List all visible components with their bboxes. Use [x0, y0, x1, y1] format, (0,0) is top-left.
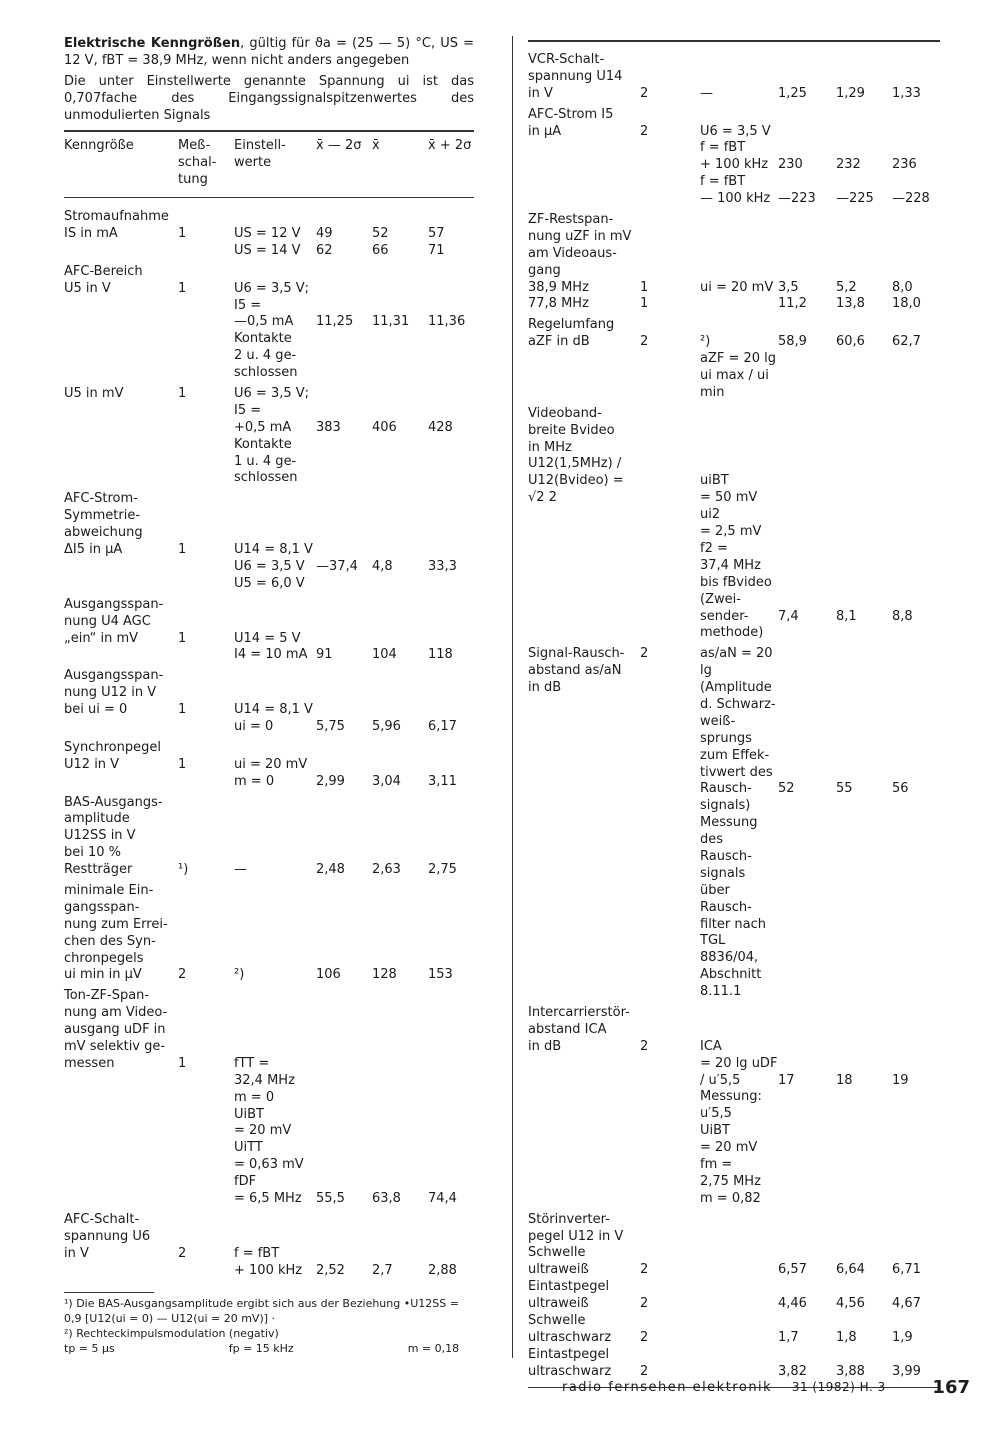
cell-kenngroesse: Ton-ZF-Span- nung am Video- ausgang uDF in mV selektiv ge- messen — [64, 988, 168, 1071]
column-divider — [512, 36, 513, 1358]
cell-messschaltung: 2 — [640, 123, 649, 139]
cell-einstellwerte: U14 = 8,1 V ui = 0 — [234, 702, 313, 734]
cell-kenngroesse: AFC-Schalt- spannung U6 in V — [64, 1211, 151, 1261]
cell-plus-2sigma: 57 71 — [428, 226, 445, 258]
cell-minus-2sigma: 11,25 — [316, 314, 354, 330]
cell-messschaltung: 1 — [178, 702, 187, 718]
footnote-rule — [64, 1292, 154, 1293]
cell-einstellwerte: ICA = 20 lg uDF / u′5,5 Messung: u′5,5 UiBT = 20 mV fm = 2,75 MHz m = 0,82 — [700, 1038, 778, 1206]
cell-plus-2sigma: 118 — [428, 647, 453, 663]
cell-plus-2sigma: 153 — [428, 967, 453, 983]
cell-plus-2sigma: 236 —228 — [892, 157, 930, 207]
right-column — [528, 36, 940, 1388]
cell-mean: 3,04 — [372, 773, 401, 789]
header-rule — [64, 197, 474, 205]
cell-mean: 11,31 — [372, 314, 410, 330]
table-row — [64, 382, 474, 487]
footnote-2: ²) Rechteckimpulsmodulation (negativ) — [64, 1326, 279, 1340]
cell-kenngroesse: minimale Ein- gangsspan- nung zum Errei- chen des Syn- chronpegels ui min in μV — [64, 882, 168, 983]
cell-mean: 18 — [836, 1072, 853, 1088]
cell-messschaltung: 1 — [178, 542, 187, 558]
footnote-tp: tp = 5 μs — [64, 1341, 115, 1355]
cell-messschaltung: 2 — [640, 1038, 649, 1054]
section-title: Elektrische Kenngrößen — [64, 36, 241, 51]
cell-einstellwerte: U6 = 3,5 V; I5 = —0,5 mA Kontakte 2 u. 4 ge- schlossen — [234, 280, 310, 381]
header-messschaltung: Meß- schal- tung — [178, 137, 217, 187]
cell-plus-2sigma: 3,11 — [428, 773, 457, 789]
cell-plus-2sigma: 8,0 18,0 — [892, 279, 921, 312]
cell-mean: 232 —225 — [836, 157, 874, 207]
cell-mean: 8,1 — [836, 608, 857, 624]
cell-kenngroesse: Stromaufnahme IS in mA — [64, 209, 169, 242]
cell-mean: 63,8 — [372, 1191, 401, 1206]
cell-messschaltung: 1 — [178, 226, 187, 242]
magazine-name: radio fernsehen elektronik — [562, 1380, 773, 1395]
cell-einstellwerte: ²) aZF = 20 lg ui max / ui min — [700, 334, 777, 400]
left-column — [64, 36, 474, 1279]
cell-minus-2sigma: 6,57 4,46 1,7 3,82 — [778, 1262, 807, 1379]
footnotes — [64, 1292, 474, 1356]
table-row — [528, 1001, 940, 1208]
cell-messschaltung: 2 — [640, 85, 649, 101]
cell-minus-2sigma: 55,5 — [316, 1191, 345, 1206]
cell-mean: 406 — [372, 419, 397, 435]
cell-minus-2sigma: 91 — [316, 647, 333, 663]
cell-kenngroesse: VCR-Schalt- spannung U14 in V — [528, 52, 623, 101]
spec-table-left — [64, 138, 474, 1280]
cell-mean: 5,2 13,8 — [836, 279, 865, 312]
cell-mean: 60,6 — [836, 334, 865, 350]
table-row — [64, 879, 474, 984]
cell-messschaltung: ¹) — [178, 862, 189, 878]
cell-kenngroesse: Störinverter- pegel U12 in V Schwelle ultraweiß Eintastpegel ultraweiß Schwelle ultraschwarz Eintastpegel ultraschwarz — [528, 1211, 624, 1379]
cell-messschaltung: 1 — [178, 1055, 187, 1071]
table-row — [64, 487, 474, 592]
cell-minus-2sigma: 52 — [778, 781, 795, 797]
cell-plus-2sigma: 8,8 — [892, 608, 913, 624]
table-row — [64, 664, 474, 736]
cell-plus-2sigma: 19 — [892, 1072, 909, 1088]
cell-minus-2sigma: 383 — [316, 419, 341, 435]
intro-paragraph — [64, 36, 474, 70]
table-row — [64, 205, 474, 260]
cell-einstellwerte: ui = 20 mV m = 0 — [234, 756, 308, 789]
cell-minus-2sigma: 7,4 — [778, 608, 799, 624]
cell-mean: 104 — [372, 647, 397, 663]
cell-kenngroesse: Regelumfang aZF in dB — [528, 317, 615, 350]
cell-einstellwerte: fTT = 32,4 MHz m = 0 UiBT = 20 mV UiTT = 0,63 mV fDF = 6,5 MHz — [234, 1055, 304, 1206]
table-row — [528, 208, 940, 313]
cell-mean: 5,96 — [372, 718, 401, 734]
cell-plus-2sigma: 2,75 — [428, 862, 457, 878]
header-einstellwerte: Einstell- werte — [234, 137, 286, 170]
cell-plus-2sigma: 6,17 — [428, 718, 457, 734]
cell-einstellwerte: U6 = 3,5 V f = fBT + 100 kHz f = fBT — 100 kHz — [700, 123, 771, 207]
cell-messschaltung: 2 2 2 2 — [640, 1262, 649, 1379]
cell-einstellwerte: U6 = 3,5 V; I5 = +0,5 mA Kontakte 1 u. 4 ge- schlossen — [234, 386, 310, 486]
cell-einstellwerte: uiBT = 50 mV ui2 = 2,5 mV f2 = 37,4 MHz bis fBvideo (Zwei- sender- methode) — [700, 473, 772, 641]
cell-plus-2sigma: 1,33 — [892, 85, 921, 101]
table-row — [64, 593, 474, 665]
cell-kenngroesse: ZF-Restspan- nung uZF in mV am Videoaus- gang 38,9 MHz 77,8 MHz — [528, 212, 632, 312]
cell-messschaltung — [640, 402, 700, 642]
cell-mean: 55 — [836, 781, 853, 797]
cell-minus-2sigma: 2,52 — [316, 1262, 345, 1278]
table-row — [528, 1208, 940, 1381]
cell-messschaltung: 1 — [178, 756, 187, 772]
cell-einstellwerte: — — [700, 85, 713, 101]
header-rule-top — [64, 130, 474, 132]
cell-kenngroesse: AFC-Bereich U5 in V — [64, 263, 143, 296]
issue-number: 31 (1982) H. 3 — [791, 1380, 886, 1394]
footnote-1: ¹) Die BAS-Ausgangsamplitude ergibt sich aus der Beziehung •U12SS = 0,9 [U12(ui = 0) — U12(ui = 20 mV)] · — [64, 1297, 459, 1325]
footnote-fp: fp = 15 kHz — [228, 1341, 294, 1355]
cell-minus-2sigma: 17 — [778, 1072, 795, 1088]
cell-einstellwerte — [700, 1208, 778, 1381]
cell-plus-2sigma: 6,71 4,67 1,9 3,99 — [892, 1262, 921, 1379]
cell-plus-2sigma: 62,7 — [892, 334, 921, 350]
cell-einstellwerte: U14 = 5 V I4 = 10 mA — [234, 630, 308, 663]
cell-minus-2sigma: 58,9 — [778, 334, 807, 350]
footnote-params — [64, 1342, 474, 1357]
cell-messschaltung: 1 — [178, 280, 187, 296]
table-row — [528, 642, 940, 1001]
table-row — [64, 984, 474, 1208]
footnote-m: m = 0,18 — [407, 1341, 460, 1355]
cell-kenngroesse: Videoband- breite Bvideo in MHz U12(1,5MHz) / U12(Bvideo) = √2 2 — [528, 405, 624, 506]
table-row — [64, 1208, 474, 1280]
table-row — [64, 260, 474, 382]
cell-minus-2sigma: 1,25 — [778, 85, 807, 101]
table-row — [528, 313, 940, 401]
header-kenngroesse: Kenngröße — [64, 137, 134, 153]
cell-einstellwerte: — — [234, 862, 247, 878]
cell-kenngroesse: Synchronpegel U12 in V — [64, 739, 161, 772]
cell-plus-2sigma: 56 — [892, 781, 909, 797]
spec-table-right — [528, 48, 940, 1381]
cell-einstellwerte: US = 12 V US = 14 V — [234, 226, 301, 258]
cell-einstellwerte: as/aN = 20 lg (Amplitude d. Schwarz- weiß- sprungs zum Effek- tivwert des Rausch- signals) Messung des Rausch- signals über Rausch- filter nach TGL 8836/04, Abschnitt 8.11.1 — [700, 646, 776, 1000]
header-plus-2sigma: x̄ + 2σ — [428, 137, 472, 153]
section-conditions: , gültig für ϑa = (25 — 5) °C, US = 12 V, fBT = 38,9 MHz, wenn nicht anders angegeben — [64, 36, 474, 68]
table-row — [64, 736, 474, 791]
cell-messschaltung: 1 — [178, 630, 187, 646]
cell-kenngroesse: Signal-Rausch- abstand as/aN in dB — [528, 646, 625, 696]
cell-messschaltung: 2 — [640, 334, 649, 350]
cell-minus-2sigma: 3,5 11,2 — [778, 279, 807, 312]
cell-minus-2sigma: 106 — [316, 967, 341, 983]
page-number: 167 — [932, 1377, 970, 1398]
cell-plus-2sigma: 428 — [428, 419, 453, 435]
cell-mean: 2,7 — [372, 1262, 393, 1278]
intro-note: Die unter Einstellwerte genannte Spannung ui ist das 0,707fache des Eingangssignalspitzenwertes des unmodulierten Signals — [64, 73, 474, 123]
cell-kenngroesse: Ausgangsspan- nung U12 in V bei ui = 0 — [64, 668, 164, 718]
table-row — [528, 402, 940, 642]
header-rule-row — [64, 197, 474, 205]
cell-messschaltung: 2 — [178, 1245, 187, 1261]
cell-einstellwerte: U14 = 8,1 V U6 = 3,5 V U5 = 6,0 V — [234, 542, 313, 591]
cell-plus-2sigma: 2,88 — [428, 1262, 457, 1278]
page-footer — [562, 1377, 972, 1398]
table-row — [528, 103, 940, 208]
cell-einstellwerte: ²) — [234, 967, 245, 983]
cell-messschaltung: 1 — [178, 386, 187, 402]
header-mean: x̄ — [372, 137, 380, 153]
cell-minus-2sigma: —37,4 — [316, 558, 358, 574]
cell-minus-2sigma: 2,48 — [316, 862, 345, 878]
cell-messschaltung: 1 1 — [640, 279, 649, 312]
cell-mean: 1,29 — [836, 85, 865, 101]
table-row — [64, 791, 474, 879]
cell-minus-2sigma: 2,99 — [316, 773, 345, 789]
cell-kenngroesse: Intercarrierstör- abstand ICA in dB — [528, 1004, 630, 1054]
cell-mean: 2,63 — [372, 862, 401, 878]
cell-minus-2sigma: 230 —223 — [778, 157, 816, 207]
cell-kenngroesse: AFC-Strom- Symmetrie- abweichung ΔI5 in μA — [64, 491, 143, 558]
cell-minus-2sigma: 5,75 — [316, 718, 345, 734]
cell-mean: 52 66 — [372, 226, 389, 258]
header-minus-2sigma: x̄ — 2σ — [316, 137, 362, 153]
cell-messschaltung: 2 — [178, 967, 187, 983]
cell-einstellwerte: f = fBT + 100 kHz — [234, 1245, 303, 1278]
cell-minus-2sigma: 49 62 — [316, 226, 333, 258]
cell-kenngroesse: BAS-Ausgangs- amplitude U12SS in V bei 10 % Restträger — [64, 794, 163, 878]
cell-mean: 4,8 — [372, 558, 393, 574]
cell-plus-2sigma: 33,3 — [428, 558, 457, 574]
cell-kenngroesse: AFC-Strom I5 in μA — [528, 106, 614, 139]
cell-plus-2sigma: 11,36 — [428, 314, 466, 330]
cell-kenngroesse: U5 in mV — [64, 386, 124, 402]
cell-mean: 128 — [372, 967, 397, 983]
cell-messschaltung: 2 — [640, 646, 649, 662]
cell-einstellwerte: ui = 20 mV — [700, 279, 774, 295]
table-header-row — [64, 138, 474, 197]
cell-kenngroesse: Ausgangsspan- nung U4 AGC „ein“ in mV — [64, 596, 164, 646]
cell-mean: 6,64 4,56 1,8 3,88 — [836, 1262, 865, 1379]
cell-plus-2sigma: 74,4 — [428, 1191, 457, 1206]
table-row — [528, 48, 940, 103]
